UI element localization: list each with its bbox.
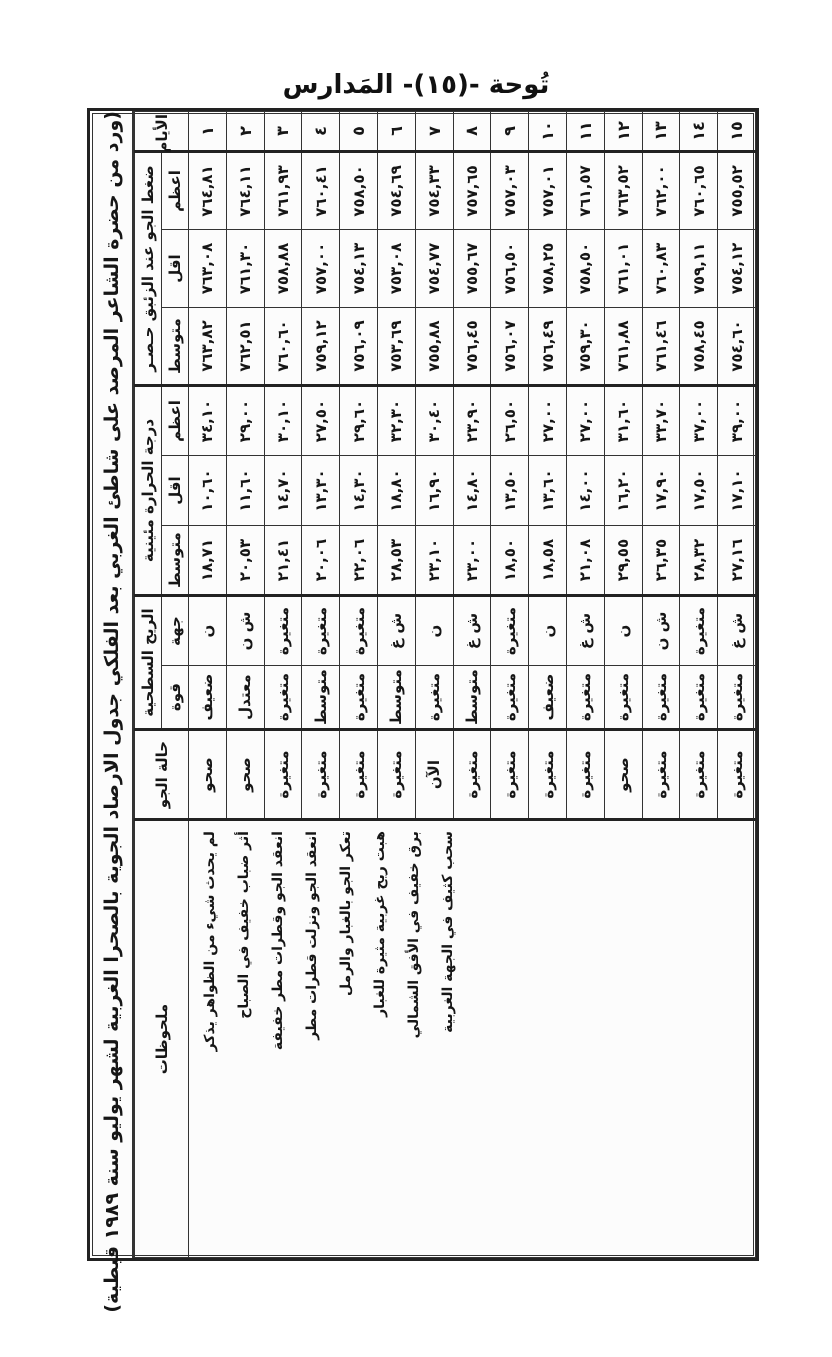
- table-cell-pressure-max: ٧٦٤,٨١: [189, 152, 227, 230]
- table-cell-state: صحو: [226, 730, 264, 820]
- header-wind-direction: جهة: [162, 596, 189, 666]
- table-cell-temp-max: ٢٩,٦٠: [340, 386, 378, 456]
- table-cell-day: ١٤: [680, 112, 718, 152]
- note-line: هبت ريح غربية مثيرة للغبار: [372, 831, 388, 1017]
- table-cell-temp-min: ١٣,٣٠: [302, 456, 340, 526]
- table-cell-pressure-max: ٧٥٨,٥٠: [340, 152, 378, 230]
- header-row-groups: [135, 112, 162, 1258]
- table-cell-day: ٩: [491, 112, 529, 152]
- table-cell-state: متغيرة: [340, 730, 378, 820]
- table-cell-state: صحو: [604, 730, 642, 820]
- table-cell-pressure-mean: ٧٥٩,١٢: [302, 308, 340, 386]
- table-cell-temp-min: ١٤,٠٠: [566, 456, 604, 526]
- header-wind-force: قوة: [162, 666, 189, 730]
- header-temp-min: اقل: [162, 456, 189, 526]
- table-cell-wind-direction: متغيرة: [302, 596, 340, 666]
- table-cell-wind-direction: متغيرة: [340, 596, 378, 666]
- table-cell-temp-max: ٢٣,٩٠: [453, 386, 491, 456]
- table-cell-pressure-mean: ٧٦١,٤٦: [642, 308, 680, 386]
- table-cell-pressure-max: ٧٦١,٥٧: [566, 152, 604, 230]
- table-cell-pressure-max: ٧٦٤,١١: [226, 152, 264, 230]
- table-cell-wind-force: ضعيف: [529, 666, 567, 730]
- table-cell-temp-max: ٣٠,٤٠: [415, 386, 453, 456]
- table-cell-temp-mean: ٢٨,٥٣: [377, 526, 415, 596]
- table-body: [189, 112, 756, 1258]
- table-cell-temp-min: ١٤,٨٠: [453, 456, 491, 526]
- table-cell-state: متغيرة: [529, 730, 567, 820]
- table-cell-temp-min: ١٠,٦٠: [189, 456, 227, 526]
- table-cell-wind-direction: متغيرة: [680, 596, 718, 666]
- table-cell-temp-max: ٢٧,٠٠: [566, 386, 604, 456]
- table-cell-pressure-mean: ٧٦٣,٨٢: [189, 308, 227, 386]
- header-temp-mean: متوسط: [162, 526, 189, 596]
- table-cell-day: ٧: [415, 112, 453, 152]
- table-cell-pressure-mean: ٧٥٨,٤٥: [680, 308, 718, 386]
- table-cell-temp-min: ١٧,١٠: [718, 456, 756, 526]
- table-cell-wind-force: ضعيف: [189, 666, 227, 730]
- table-cell-day: ١٥: [718, 112, 756, 152]
- notes-cell: [189, 820, 756, 1258]
- table-cell-state: صحو: [189, 730, 227, 820]
- table-cell-day: ١٠: [529, 112, 567, 152]
- table-cell-temp-max: ٢٦,٥٠: [491, 386, 529, 456]
- table-cell-pressure-min: ٧٦١,٠١: [604, 230, 642, 308]
- table-cell-temp-mean: ٢٧,١٦: [718, 526, 756, 596]
- note-line: انعقد الجو ونزلت قطرات مطر: [304, 831, 320, 1040]
- table-cell-pressure-max: ٧٦٣,٥٢: [604, 152, 642, 230]
- header-pressure-mean: متوسط: [162, 308, 189, 386]
- table-cell-temp-max: ٣٣,٧٠: [642, 386, 680, 456]
- table-cell-state: متغيرة: [718, 730, 756, 820]
- table-cell-day: ١: [189, 112, 227, 152]
- table-cell-temp-mean: ٢٠,٠٦: [302, 526, 340, 596]
- table-cell-pressure-max: ٧٦٠,٤١: [302, 152, 340, 230]
- table-cell-pressure-min: ٧٥٤,١٢: [718, 230, 756, 308]
- table-cell-state: متغيرة: [377, 730, 415, 820]
- table-cell-wind-direction: ش ن: [226, 596, 264, 666]
- table-cell-pressure-max: ٧٦٢,٠٠: [642, 152, 680, 230]
- header-notes: ملحوظات: [135, 820, 189, 1258]
- table-cell-state: متغيرة: [453, 730, 491, 820]
- table-cell-wind-force: متغيرة: [718, 666, 756, 730]
- table-cell-wind-direction: ش غ: [718, 596, 756, 666]
- table-cell-temp-min: ١١,٦٠: [226, 456, 264, 526]
- table-cell-pressure-mean: ٧٦١,٨٨: [604, 308, 642, 386]
- header-pressure-max: اعظم: [162, 152, 189, 230]
- table-cell-day: ٢: [226, 112, 264, 152]
- table-cell-pressure-min: ٧٦٠,٨٣: [642, 230, 680, 308]
- table-cell-wind-direction: ش ن: [642, 596, 680, 666]
- table-cell-temp-min: ١٤,٣٠: [340, 456, 378, 526]
- header-temperature-group: درجة الحرارة مئينية: [135, 386, 162, 596]
- table-cell-state: متغيرة: [302, 730, 340, 820]
- note-line: برق خفيف في الأفق الشمالي: [406, 831, 422, 1039]
- table-cell-wind-force: متغيرة: [491, 666, 529, 730]
- table-cell-temp-max: ٢٧,٠٠: [529, 386, 567, 456]
- table-cell-wind-direction: ن: [604, 596, 642, 666]
- table-cell-pressure-max: ٧٥٧,٠٣: [491, 152, 529, 230]
- table-cell-temp-mean: ٢٩,٥٥: [604, 526, 642, 596]
- table-cell-wind-force: متوسط: [302, 666, 340, 730]
- note-line: لم يحدث شيء من الظواهر يذكر: [202, 831, 218, 1052]
- table-cell-temp-mean: ٢٣,١٠: [415, 526, 453, 596]
- table-cell-pressure-min: ٧٥٩,١١: [680, 230, 718, 308]
- table-cell-pressure-min: ٧٦١,٣٠: [226, 230, 264, 308]
- table-cell-wind-direction: ن: [529, 596, 567, 666]
- table-cell-pressure-max: ٧٦١,٩٣: [264, 152, 302, 230]
- table-cell-day: ٨: [453, 112, 491, 152]
- table-cell-pressure-max: ٧٥٤,٦٩: [377, 152, 415, 230]
- table-cell-state: متغيرة: [680, 730, 718, 820]
- rotated-table-frame: [90, 111, 756, 1313]
- table-cell-temp-mean: ٢١,٠٨: [566, 526, 604, 596]
- table-cell-temp-mean: ٢٦,٣٥: [642, 526, 680, 596]
- table-cell-pressure-mean: ٧٥٦,٤٥: [453, 308, 491, 386]
- table-cell-wind-direction: ش غ: [377, 596, 415, 666]
- table-cell-temp-max: ٢٩,٠٠: [226, 386, 264, 456]
- table-cell-temp-min: ١٦,٢٠: [604, 456, 642, 526]
- table-cell-wind-direction: ن: [415, 596, 453, 666]
- table-cell-pressure-max: ٧٦٠,٦٥: [680, 152, 718, 230]
- table-cell-temp-mean: ٢٨,٣٢: [680, 526, 718, 596]
- table-cell-wind-direction: متغيرة: [264, 596, 302, 666]
- table-cell-pressure-min: ٧٥٨,٢٥: [529, 230, 567, 308]
- table-cell-pressure-mean: ٧٥٥,٨٨: [415, 308, 453, 386]
- table-cell-pressure-min: ٧٥٥,٦٧: [453, 230, 491, 308]
- table-cell-wind-force: متغيرة: [642, 666, 680, 730]
- table-caption: (ورد من حضرة الشاعر المرصد على شاطئ الغربي بعد الفلكي جدول الارصاد الجوية بالصحرا الغربية لشهر يوليو سنة ١٩٨٩ قبطية): [90, 111, 134, 1258]
- table-cell-pressure-mean: ٧٥٤,٦٠: [718, 308, 756, 386]
- table-cell-pressure-max: ٧٥٤,٣٣: [415, 152, 453, 230]
- table-cell-pressure-min: ٧٥٦,٥٠: [491, 230, 529, 308]
- table-cell-wind-direction: متغيرة: [491, 596, 529, 666]
- table-cell-state: متغيرة: [566, 730, 604, 820]
- data-sheet: [87, 108, 759, 1313]
- table-cell-state: متغيرة: [642, 730, 680, 820]
- table-cell-wind-force: متغيرة: [604, 666, 642, 730]
- table-row: [189, 112, 227, 1258]
- table-cell-temp-max: ٣٢,٣٠: [377, 386, 415, 456]
- table-cell-pressure-mean: ٧٥٩,٣٠: [566, 308, 604, 386]
- header-day: الأيام: [135, 112, 189, 152]
- table-cell-state: الآن: [415, 730, 453, 820]
- page-title: تُوحة -(١٥)- المَدارس: [282, 70, 550, 100]
- table-cell-pressure-min: ٧٥٤,١٣: [340, 230, 378, 308]
- table-cell-wind-force: متوسط: [453, 666, 491, 730]
- table-cell-wind-force: معتدل: [226, 666, 264, 730]
- table-cell-day: ٥: [340, 112, 378, 152]
- table-cell-pressure-mean: ٧٥٦,٤٩: [529, 308, 567, 386]
- table-cell-temp-mean: ١٨,٥٨: [529, 526, 567, 596]
- table-cell-pressure-mean: ٧٥٦,٠٧: [491, 308, 529, 386]
- table-cell-temp-mean: ١٨,٧١: [189, 526, 227, 596]
- table-cell-pressure-min: ٧٥٨,٥٠: [566, 230, 604, 308]
- table-cell-day: ١٣: [642, 112, 680, 152]
- weather-table: [134, 111, 756, 1258]
- table-cell-pressure-mean: ٧٥٣,٦٩: [377, 308, 415, 386]
- table-cell-day: ١١: [566, 112, 604, 152]
- table-cell-pressure-mean: ٧٦٢,٥١: [226, 308, 264, 386]
- table-cell-pressure-mean: ٧٥٦,٠٩: [340, 308, 378, 386]
- header-pressure-group: ضغط الجو عند الزئبق حـصـر: [135, 152, 162, 386]
- table-cell-wind-force: متوسط: [377, 666, 415, 730]
- header-state: حالة الجو: [135, 730, 189, 820]
- table-cell-temp-mean: ٢١,٤١: [264, 526, 302, 596]
- table-cell-day: ١٢: [604, 112, 642, 152]
- table-cell-wind-force: متغيرة: [566, 666, 604, 730]
- table-cell-pressure-max: ٧٥٥,٥٢: [718, 152, 756, 230]
- table-cell-day: ٤: [302, 112, 340, 152]
- note-line: انعقد الجو وقطرات مطر خفيفة: [270, 831, 286, 1051]
- table-cell-temp-max: ٣٧,٠٠: [680, 386, 718, 456]
- table-cell-day: ٦: [377, 112, 415, 152]
- table-cell-state: متغيرة: [491, 730, 529, 820]
- header-pressure-min: اقل: [162, 230, 189, 308]
- table-cell-pressure-min: ٧٥٨,٨٨: [264, 230, 302, 308]
- table-cell-temp-max: ٣٤,١٠: [189, 386, 227, 456]
- table-cell-wind-direction: ن: [189, 596, 227, 666]
- table-cell-temp-mean: ١٨,٥٠: [491, 526, 529, 596]
- table-cell-pressure-min: ٧٦٣,٠٨: [189, 230, 227, 308]
- table-cell-day: ٣: [264, 112, 302, 152]
- table-cell-temp-min: ١٣,٦٠: [529, 456, 567, 526]
- table-cell-temp-min: ١٦,٩٠: [415, 456, 453, 526]
- table-cell-state: متغيرة: [264, 730, 302, 820]
- table-cell-pressure-min: ٧٥٣,٠٨: [377, 230, 415, 308]
- table-cell-temp-max: ٣١,٦٠: [604, 386, 642, 456]
- table-cell-temp-max: ٣٠,١٠: [264, 386, 302, 456]
- table-cell-temp-mean: ٢٣,٠٠: [453, 526, 491, 596]
- header-temp-max: اعظم: [162, 386, 189, 456]
- table-cell-pressure-min: ٧٥٤,٧٧: [415, 230, 453, 308]
- table-cell-temp-max: ٢٧,٥٠: [302, 386, 340, 456]
- table-cell-temp-min: ١٨,٨٠: [377, 456, 415, 526]
- note-line: أثر ضباب خفيف في الصباح: [236, 831, 252, 1019]
- table-cell-temp-min: ١٤,٧٠: [264, 456, 302, 526]
- table-cell-wind-force: متغيرة: [415, 666, 453, 730]
- table-cell-wind-force: متغيرة: [264, 666, 302, 730]
- table-cell-wind-force: متغيرة: [340, 666, 378, 730]
- table-cell-temp-mean: ٢٢,٠٦: [340, 526, 378, 596]
- table-cell-temp-min: ١٧,٥٠: [680, 456, 718, 526]
- table-cell-temp-min: ١٣,٥٠: [491, 456, 529, 526]
- table-cell-temp-max: ٣٩,٠٠: [718, 386, 756, 456]
- table-cell-wind-direction: ش غ: [453, 596, 491, 666]
- table-cell-pressure-max: ٧٥٧,٠١: [529, 152, 567, 230]
- table-cell-wind-force: متغيرة: [680, 666, 718, 730]
- table-cell-wind-direction: ش غ: [566, 596, 604, 666]
- note-line: سحب كثيف في الجهة الغربية: [440, 831, 456, 1033]
- table-cell-temp-mean: ٢٠,٥٣: [226, 526, 264, 596]
- table-cell-temp-min: ١٧,٩٠: [642, 456, 680, 526]
- table-cell-pressure-min: ٧٥٧,٠٠: [302, 230, 340, 308]
- table-cell-pressure-max: ٧٥٧,٦٥: [453, 152, 491, 230]
- table-cell-pressure-mean: ٧٦٠,٦٠: [264, 308, 302, 386]
- note-line: تعكر الجو بالغبار والرمل: [338, 831, 354, 996]
- header-wind-group: الريح السطحية: [135, 596, 162, 730]
